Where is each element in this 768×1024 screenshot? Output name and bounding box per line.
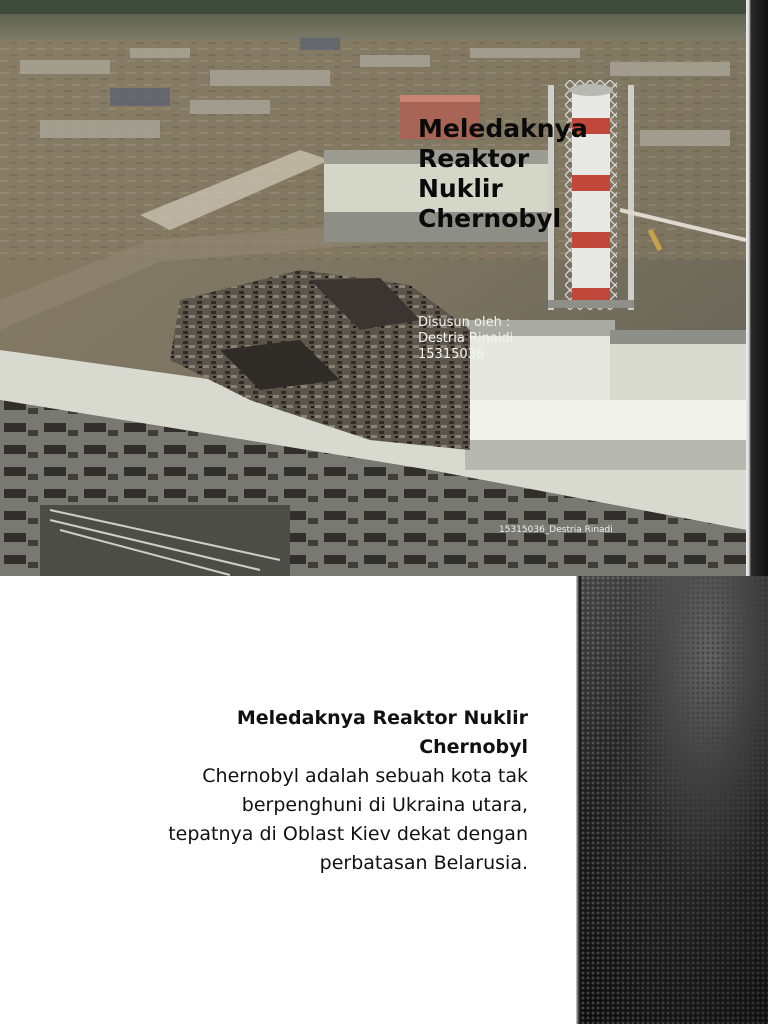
body-line: Chernobyl adalah sebuah kota tak bbox=[202, 765, 528, 787]
slide-title bbox=[418, 114, 658, 234]
body-line: berpenghuni di Ukraina utara, bbox=[241, 794, 528, 816]
heading-line: Chernobyl bbox=[419, 736, 528, 758]
heading-line: Meledaknya Reaktor Nuklir bbox=[236, 707, 528, 729]
content-slide bbox=[0, 576, 768, 1024]
title-line: Meledaknya bbox=[418, 114, 588, 143]
title-line: Chernobyl bbox=[418, 204, 562, 233]
author-label: Disusun oleh : bbox=[418, 315, 511, 330]
side-panel-edge bbox=[576, 576, 581, 1024]
slide-heading bbox=[60, 704, 528, 762]
decorative-side-panel bbox=[576, 576, 768, 1024]
slide-footer: 15315036_Destria Rinadi bbox=[499, 525, 613, 535]
title-line: Reaktor bbox=[418, 144, 530, 173]
author-id: 15315036 bbox=[418, 347, 485, 362]
title-line: Nuklir bbox=[418, 174, 503, 203]
body-line: perbatasan Belarusia. bbox=[319, 852, 528, 874]
slide-text-block bbox=[60, 704, 528, 878]
author-block bbox=[418, 315, 618, 363]
slide-body bbox=[60, 762, 528, 878]
body-line: tepatnya di Oblast Kiev dekat dengan bbox=[168, 823, 528, 845]
author-name: Destria Rinaidi bbox=[418, 331, 514, 346]
slide-edge-strip bbox=[746, 0, 768, 576]
